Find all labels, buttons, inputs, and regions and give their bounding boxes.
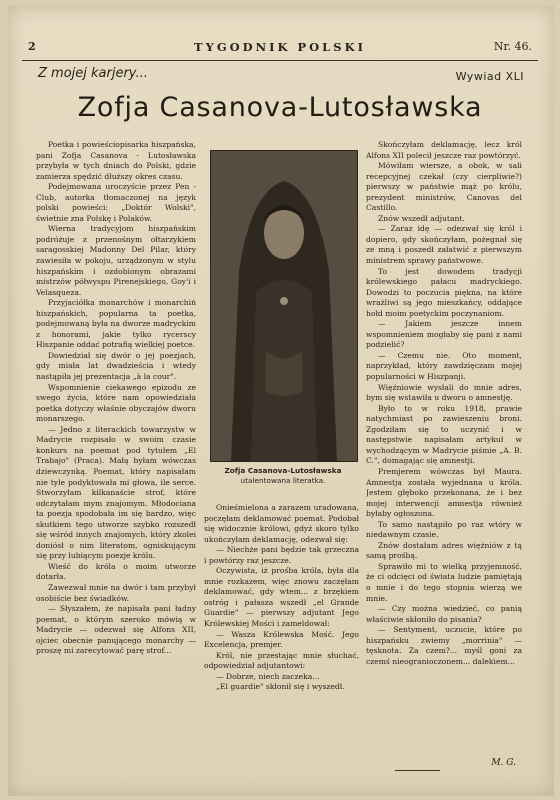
page-header: [22, 38, 538, 58]
paragraph: — Zaraz idę — odezwał się król i dopiero, gdy skończyłam, pożegnał się ze mną i poszedł załatwić z pierwszym ministrem sprawy państwowe.: [366, 224, 522, 266]
paragraph: — Jakiem jeszcze innem wspomnieniem mogłaby się pani z nami podzielić?: [366, 319, 522, 350]
paragraph: Premjerem wówczas był Maura. Amnestja została wyjednana u króla. Jestem głęboko przekonana, że i bez mojej interwencji amnestja również byłaby ogłoszona.: [366, 466, 522, 519]
paragraph: — Wasza Królewska Mość. Jego Excelencja, premjer.: [204, 629, 359, 650]
section-title: Z mojej karjery...: [38, 66, 148, 81]
interview-label: Wywiad XLI: [455, 70, 524, 83]
paragraph: — Jedno z literackich towarzystw w Madrycie rozpisało w swoim czasie konkurs na poemat pod tytułem „El Trabajo" (Praca). Małą byłam wówczas dziewczynką. Poemat, który napisałam nie tyle podyktowała mi głowa, ile serce. Stworzyłam kilkanaście strof, które odczytałam mym znajomym. Młodociana ta poezja spodobała im się bardzo, więc skutkiem tego utworze szybko rozszedł się wśród innych znajomych, który zkolei doniósł o nim literatom, ogniskującym się przy lubiącym poezje królu.: [36, 424, 196, 561]
page-number: 2: [28, 40, 36, 53]
paragraph: Sprawiło mi to wielką przyjemność, że ci odcięci od świata ludzie pamiętają o mnie i do tego stopnia wierzą we mnie.: [366, 561, 522, 603]
paragraph: Dowiedział się dwór o jej poezjach, gdy miała lat dwadzieścia i wtedy nastąpiła jej prezentacja „à la cour".: [36, 350, 196, 382]
caption-subtitle: utalentowana literatka.: [240, 476, 326, 485]
article-headline: Zofja Casanova-Lutosławska: [77, 92, 483, 123]
paragraph: Znów wszedł adjutant.: [378, 213, 465, 223]
caption-name: Zofja Casanova-Lutosławska: [224, 466, 342, 475]
paragraph: Przyjaciółka monarchów i monarchiń hiszpańskich, popularna ta poetka, podejmowaną była na dworze madryckim z honorami, jakie tylko rycerscy Hiszpanie oddać potrafią wielkiej poetce.: [36, 298, 196, 350]
paragraph: Znów dostałam adres więźniów z tą samą prośbą.: [366, 540, 522, 561]
paragraph: Oczywista, iż prośba króla, była dla mnie rozkazem, więc znowu zaczęłam deklamować, gdy wtem... z brzękiem ostróg i pałasza wszedł „el Grande Guardie" — pierwszy adjutant Jego Królewskiej Mości i zameldował:: [204, 566, 359, 629]
paragraph: — Sentyment, uczucie, które po hiszpańsku zwiemy „morrinia" — tęsknota. Za czem?... myśl goni za czemś nieogranioczonem... dalekiem...: [366, 625, 522, 666]
paragraph: — Czy można wiedzieć, co panią właściwie skłoniło do pisania?: [366, 604, 522, 624]
paragraph: „El guardie" skłonił się i wyszedł.: [216, 682, 345, 692]
issue-number: Nr. 46.: [493, 40, 532, 53]
paragraph: Onieśmielona a zarazem uradowana, poczęłam deklamować poemat. Podobał się widocznie królowi, gdyż skoro tylko ukończyłam deklamację, odezwał się:: [204, 503, 359, 544]
publication-title: TYGODNIK POLSKI: [194, 40, 366, 54]
paragraph: Król, nie przestając mnie słuchać, odpowiedział adjutantowi:: [204, 650, 359, 671]
paragraph: Wierna tradycyjom hiszpańskim podróżuje z przenośnym ołtarzykiem saragosskiej Madonny Del Pilar, który zawiesiła w pokoju, urządzonym w stylu hiszpańskim i ozdobionym obrazami mistrzów półwyspu Pirenejskiego, Goy'i i Velasqueza.: [36, 224, 196, 297]
paragraph: Było to w roku 1918, prawie natychmiast po zawieszeniu broni. Zgodziłam się to uczynić i w następstwie napisałam artykuł w wychodzącym w Madrycie piśmie „A. B. C.", domagając się amnestji.: [366, 403, 522, 466]
portrait-figure: [211, 151, 357, 461]
paragraph: — Czemu nie. Oto moment, naprzykład, który zawdzięczam mojej popularności w Hiszpanji.: [366, 350, 522, 382]
portrait-photo: [210, 150, 358, 462]
paragraph: Wspomnienie ciekawego epizodu ze swego życia, które nam opowiedziała poetka dotyczy właśnie obyczajów dworu monarszego.: [36, 382, 196, 424]
paragraph: Podejmowana uroczyście przez Pen - Club, autorka tłomaczonej na język polski powieści: „Doktór Wolski", świetnie zna Polskę i Polaków.: [36, 182, 196, 223]
author-signature: M. G.: [491, 758, 516, 768]
left-column: [36, 140, 196, 770]
middle-column: [204, 503, 359, 773]
paragraph: Wieść do króla o moim utworze dotarła.: [36, 561, 196, 582]
paragraph: — Dobrze, niech zaczeka...: [216, 671, 320, 681]
paragraph: Mówiłam wiersze, a obok, w sali recepcyjnej czekał (czy cierpliwie?) pierwszy w państwie mąż po królu, prezydent ministrów, Canovas del Castillo.: [366, 161, 522, 213]
paragraph: — Niechże pani będzie tak grzeczna i powtórzy raz jeszcze.: [204, 545, 359, 565]
paragraph: To samo nastąpiło po raz wtóry w niedawnym czasie.: [366, 519, 522, 540]
header-rule: [22, 60, 538, 61]
end-rule: [395, 770, 440, 771]
photo-caption: [206, 466, 360, 486]
right-column: [366, 140, 522, 770]
paragraph: Skończyłam deklamację, lecz król Alfons XII polecił jeszcze raz powtórzyć.: [366, 140, 522, 160]
paragraph: — Słyszałem, że napisała pani ładny poemat, o którym szeroko mówią w Madrycie — odezwał się Alfons XII, ojciec obecnie panującego monarchy — proszę mi zarecytować parę strof...: [36, 604, 196, 656]
paragraph: Więźniowie wysłali do mnie adres, bym się wstawiła u dworu o amnestję.: [366, 382, 522, 403]
paragraph: Zawezwał mnie na dwór i tam przybył osobiście bez świadków.: [36, 582, 196, 603]
paragraph: To jest dowodem tradycji królewskiego pałacu madryckiego. Dowodzi to poczucia piękna, na które wrażliwi są jego mieszkańcy, oddające hołd moim poetyckim poczynaniom.: [366, 266, 522, 318]
paragraph: Poetka i powieściopisarka hiszpańska, pani Zofja Casanova - Lutosławska przybyła w tych dniach do Polski, gdzie zamierza spędzić dłuższy okres czasu.: [36, 140, 196, 181]
